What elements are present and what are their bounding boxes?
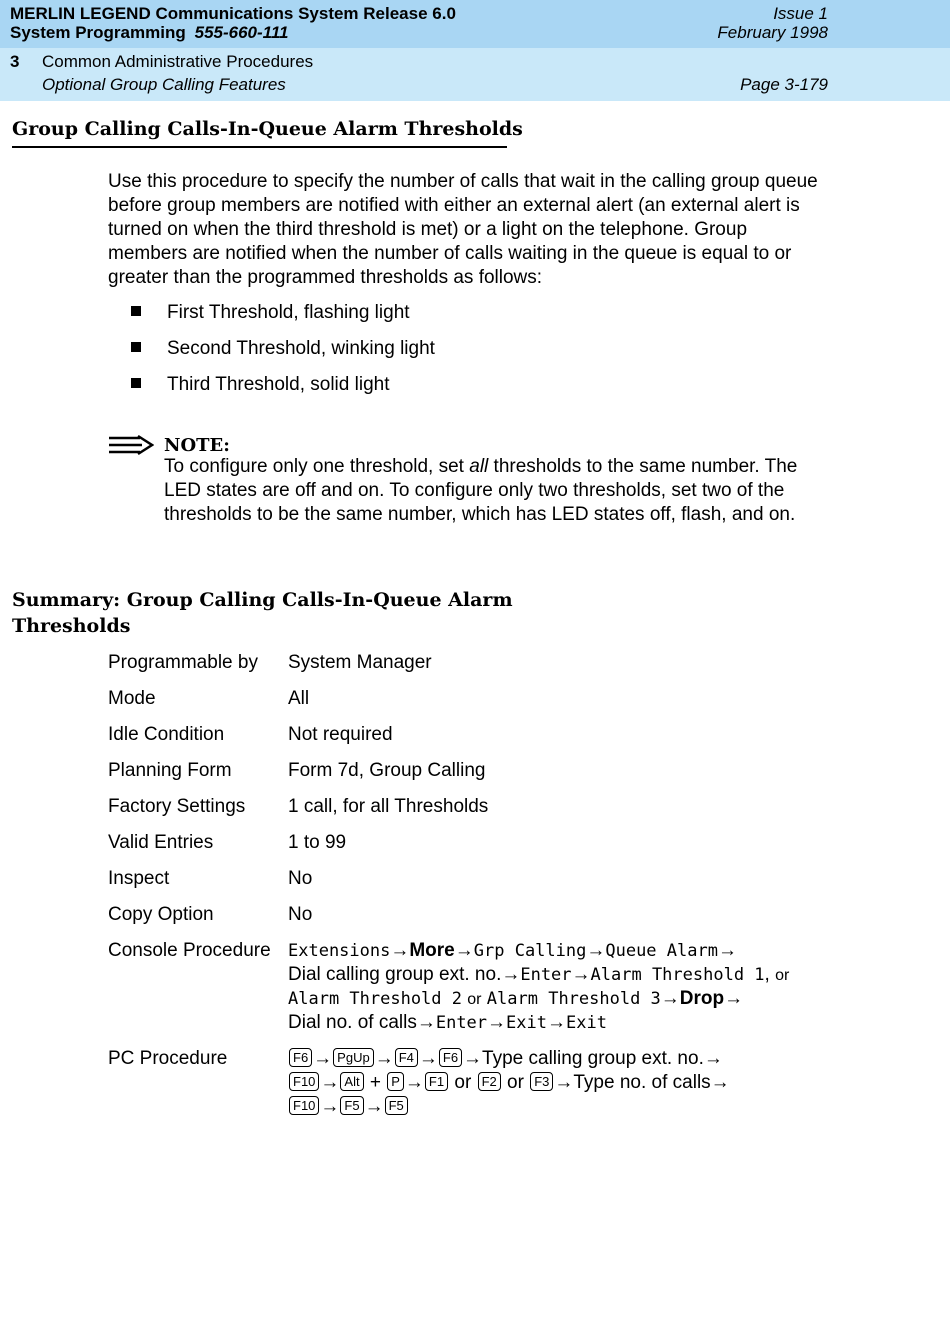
section-title: Optional Group Calling Features: [42, 75, 286, 94]
key-f5: F5: [340, 1096, 363, 1115]
chapter-number: 3: [10, 52, 20, 71]
key-alt: Alt: [340, 1072, 363, 1091]
row-label-copy-option: Copy Option: [108, 904, 214, 925]
pc-procedure-line-1: F6 → PgUp → F4 → F6 →Type calling group ext. no.→: [288, 1048, 723, 1070]
key-p: P: [387, 1072, 404, 1091]
bullet-square-icon: [131, 306, 141, 316]
pc-procedure-line-3: F10 → F5 → F5: [288, 1096, 409, 1118]
row-value-valid-entries: 1 to 99: [288, 832, 347, 853]
row-value-mode: All: [288, 688, 310, 709]
row-value-factory-settings: 1 call, for all Thresholds: [288, 796, 489, 817]
row-value-copy-option: No: [288, 904, 313, 925]
summary-title: Summary: Group Calling Calls-In-Queue Alarm Thresholds: [12, 589, 513, 637]
console-procedure-line-4: Dial no. of calls→Enter→Exit→Exit: [288, 1012, 607, 1033]
row-label-valid-entries: Valid Entries: [108, 832, 214, 853]
page-title: Group Calling Calls-In-Queue Alarm Thresholds: [12, 118, 507, 148]
key-f10: F10: [289, 1072, 319, 1091]
doc-date: February 1998: [717, 23, 828, 42]
console-procedure-line-2: Dial calling group ext. no.→Enter→Alarm Threshold 1, or: [288, 964, 790, 985]
row-label-mode: Mode: [108, 688, 156, 709]
list-item: Third Threshold, solid light: [131, 374, 389, 396]
key-pgup: PgUp: [333, 1048, 374, 1067]
key-f6: F6: [289, 1048, 312, 1067]
bullet-square-icon: [131, 342, 141, 352]
intro-paragraph: Use this procedure to specify the number of calls that wait in the calling group queue before group members are notified with either an external alert (an external alert is turned on when the third threshold is met) or a light on the telephone. Group members are notified when the number of calls waiting in the queue is equal to or greater than the programmed thresholds as follows:: [108, 171, 818, 288]
console-procedure-label: Console Procedure: [108, 940, 271, 961]
row-value-planning-form: Form 7d, Group Calling: [288, 760, 486, 781]
doc-title: System Programming: [10, 23, 186, 42]
console-procedure-line-3: Alarm Threshold 2 or Alarm Threshold 3→Drop→: [288, 988, 744, 1009]
key-f5: F5: [385, 1096, 408, 1115]
note-pencil-icon: [108, 434, 154, 456]
pc-procedure-label: PC Procedure: [108, 1048, 228, 1069]
key-f4: F4: [395, 1048, 418, 1067]
key-f10: F10: [289, 1096, 319, 1115]
chapter-title: Common Administrative Procedures: [42, 52, 314, 71]
row-label-idle-condition: Idle Condition: [108, 724, 225, 745]
pc-procedure-line-2: F10 → Alt + P → F1 or F2 or F3 →Type no. of calls→: [288, 1072, 730, 1094]
bullet-square-icon: [131, 378, 141, 388]
doc-number: 555-660-111: [194, 23, 289, 42]
list-item: Second Threshold, winking light: [131, 338, 435, 360]
list-item: First Threshold, flashing light: [131, 302, 410, 324]
note-text: To configure only one threshold, set all thresholds to the same number. The LED states are off and on. To configure only two thresholds, set two of the thresholds to be the same number, which has LED states off, flash, and on.: [164, 456, 798, 525]
key-f2: F2: [478, 1072, 501, 1091]
row-label-planning-form: Planning Form: [108, 760, 232, 781]
row-label-inspect: Inspect: [108, 868, 170, 889]
row-value-inspect: No: [288, 868, 313, 889]
page-number: Page 3-179: [740, 75, 828, 94]
product-title: MERLIN LEGEND Communications System Release 6.0: [10, 4, 456, 23]
row-value-idle-condition: Not required: [288, 724, 393, 745]
key-f6: F6: [439, 1048, 462, 1067]
key-f1: F1: [425, 1072, 448, 1091]
row-label-factory-settings: Factory Settings: [108, 796, 246, 817]
console-procedure-line-1: Extensions→More→Grp Calling→Queue Alarm→: [288, 940, 737, 961]
row-label-programmable-by: Programmable by: [108, 652, 258, 673]
issue-label: Issue 1: [773, 4, 828, 23]
key-f3: F3: [530, 1072, 553, 1091]
row-value-programmable-by: System Manager: [288, 652, 432, 673]
note-label: NOTE:: [164, 435, 230, 456]
doc-title-line: [10, 23, 289, 43]
